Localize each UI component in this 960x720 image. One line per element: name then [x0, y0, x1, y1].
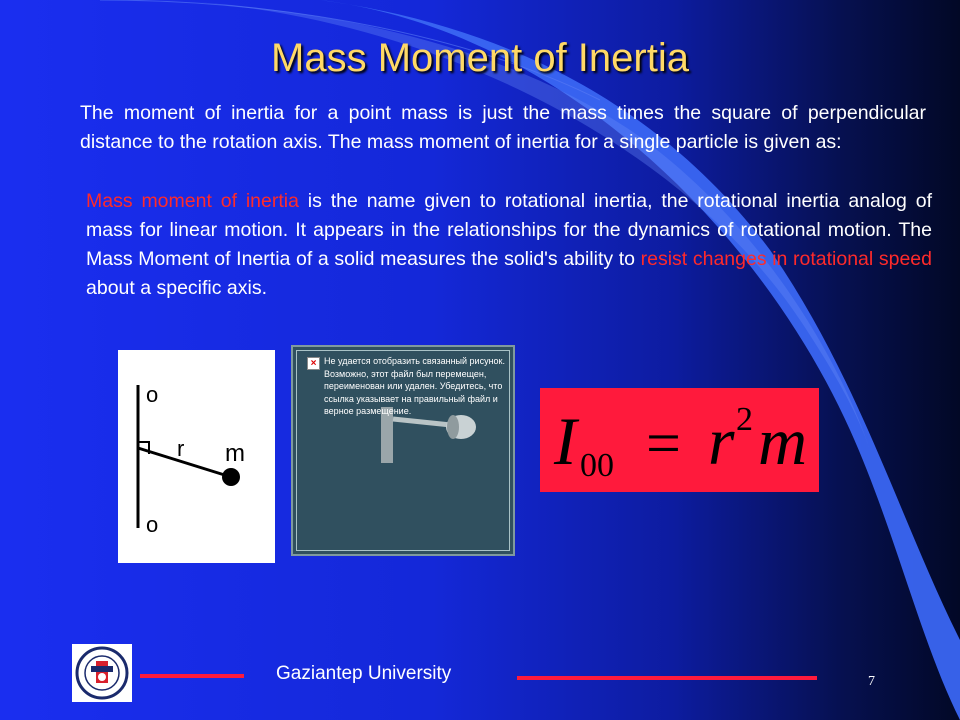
formula-m: m	[758, 403, 808, 479]
page-number: 7	[868, 674, 875, 689]
mass-point	[222, 468, 240, 486]
formula-exponent: 2	[736, 401, 753, 438]
footer-university: Gaziantep University	[276, 663, 452, 684]
formula-subscript: 00	[580, 447, 614, 484]
intro-paragraph: The moment of inertia for a point mass is just the mass times the square of perpendicular distance to the rotation axis. The mass moment of inertia for a single particle is given as:	[80, 102, 926, 153]
definition-text-1: is the name given to rotational inertia, the rotational inertia analog of mass for linear motion. It appears in the relationships for the dynamics of rotational motion. The Mass Moment of Inertia of a solid measures the solid's ability to	[86, 190, 932, 270]
gaziantep-university-logo-icon	[72, 644, 132, 702]
formula-equals: =	[646, 410, 681, 478]
highlight-phrase: resist changes in rotational speed	[640, 248, 932, 270]
broken-image-placeholder	[291, 345, 515, 556]
inertia-formula	[540, 388, 819, 492]
slide-title: Mass Moment of Inertia	[271, 36, 689, 80]
mass-label: m	[225, 440, 245, 467]
footer-line-right	[517, 676, 817, 680]
radius-label: r	[177, 436, 185, 461]
axis-top-label: o	[146, 382, 159, 407]
highlight-term: Mass moment of inertia	[86, 190, 299, 212]
broken-image-message: Не удается отобразить связанный рисунок. Возможно, этот файл был перемещен, переименован или удален. Убедитесь, что ссылка указывает на правильный файл и верное размещение.	[324, 356, 505, 416]
definition-paragraph	[86, 187, 932, 303]
formula-r: r	[708, 403, 735, 479]
footer-line-left	[140, 674, 244, 678]
broken-image-icon: ×	[307, 357, 320, 370]
axis-bottom-label: o	[146, 512, 159, 537]
point-mass-diagram	[118, 350, 275, 563]
definition-text-2: about a specific axis.	[86, 277, 268, 299]
formula-symbol: I	[554, 403, 577, 479]
